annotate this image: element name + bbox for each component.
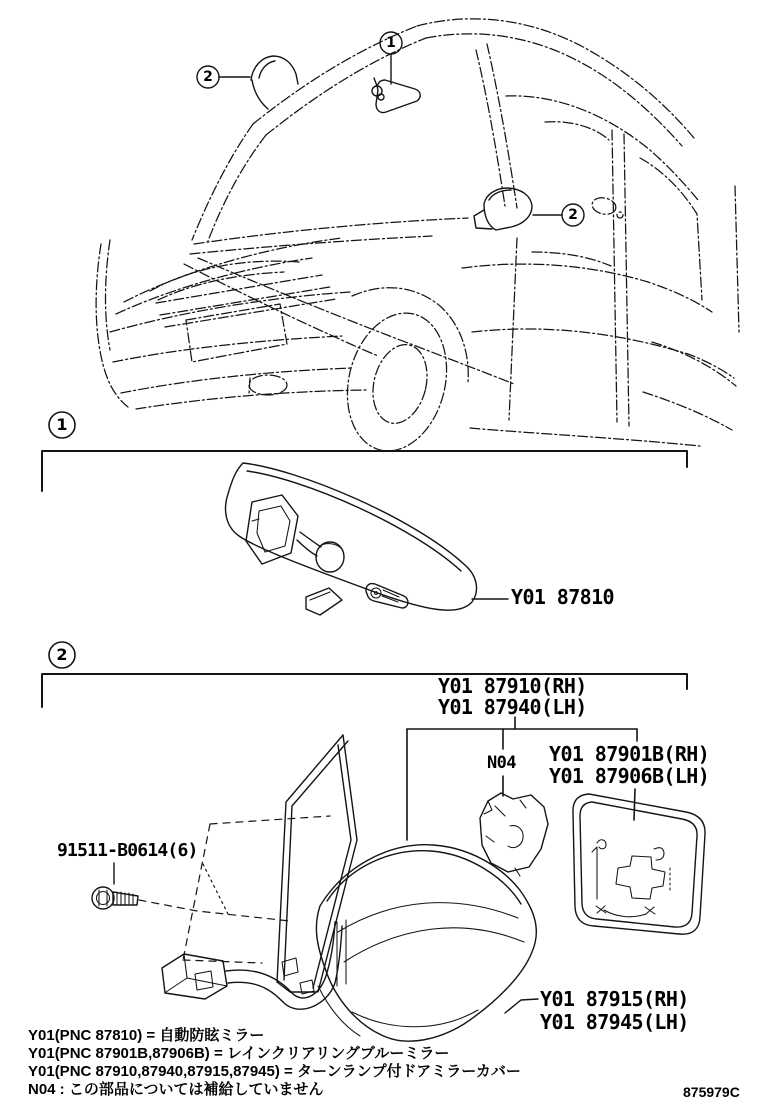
inner-mirror-part-label: Y01 87810 (511, 585, 614, 609)
glass-outline (573, 794, 705, 934)
roofline (417, 19, 694, 138)
mirror-glass-rh-label: Y01 87901B(RH) (549, 742, 710, 766)
inner-mirror-body (226, 463, 477, 610)
vehicle-outline (96, 19, 739, 462)
note-line-1: Y01(PNC 87810) = 自動防眩ミラー (28, 1027, 265, 1044)
bumper-bottom (136, 390, 366, 409)
rear-door-window (640, 158, 702, 300)
mirror-cover-lh-label: Y01 87945(LH) (540, 1010, 689, 1034)
diagram-code: 875979C (683, 1084, 740, 1100)
front-wheel (333, 302, 460, 461)
mirror-glass-drawing (573, 794, 705, 934)
inner-mirror-drawing (226, 463, 508, 615)
wheel-hub (365, 339, 435, 429)
section1-marker-number: 1 (56, 415, 68, 434)
door-reference-outline (183, 816, 330, 963)
screw-part-label: 91511-B0614(6) (57, 840, 198, 861)
grille-slat (156, 275, 322, 303)
mirror-cover-rh-label: Y01 87915(RH) (540, 987, 689, 1011)
callout-2-right-number: 2 (568, 207, 578, 223)
mirror-housing-drawing (316, 845, 538, 1041)
screw-leader-dotted (203, 864, 228, 914)
right-door-mirror-on-car (484, 188, 532, 230)
fog-lamp (249, 375, 287, 395)
mirror-screw (92, 863, 138, 909)
not-supplied-code-label: N04 (487, 753, 516, 773)
note-line-3: Y01(PNC 87910,87940,87915,87945) = ターンランプ付ドアミラーカバー (28, 1063, 521, 1080)
screw-leader-dashed (139, 900, 290, 921)
inner-mirror-wedge (306, 588, 342, 615)
section2-marker-number: 2 (56, 645, 68, 664)
beltline (462, 264, 712, 312)
car-callouts (197, 32, 584, 226)
housing-leader-line (505, 999, 538, 1013)
mirror-glass-lh-label: Y01 87906B(LH) (549, 764, 710, 788)
callout-2-left-number: 2 (203, 69, 213, 85)
glass-backing-pattern (592, 840, 670, 917)
harness-connector (162, 954, 227, 999)
inner-mirror-mount-bracket (246, 495, 298, 564)
hood-edge (124, 238, 342, 302)
section1-bracket (42, 451, 687, 491)
note-line-2: Y01(PNC 87901B,87906B) = レインクリアリングブルーミラー (28, 1045, 450, 1062)
inner-mirror-on-car (376, 80, 420, 113)
note-line-4: N04 : この部品については補給していません (28, 1081, 324, 1098)
b-pillar (612, 130, 617, 422)
front-corner (96, 244, 128, 407)
mirror-assy-rh-label: Y01 87910(RH) (438, 674, 587, 698)
front-door-window (545, 122, 609, 140)
wheel-arch (352, 288, 468, 382)
callout-1-number: 1 (386, 35, 396, 51)
mirror-base-panel (277, 735, 357, 994)
housing-outline (316, 845, 536, 1041)
section2-bracket (42, 674, 687, 707)
a-pillar-left (192, 124, 253, 240)
rocker-line (470, 428, 700, 446)
mirror-assy-lh-label: Y01 87940(LH) (438, 695, 587, 719)
left-door-mirror-on-car (251, 56, 298, 84)
mirror-wire-harness (162, 922, 342, 1009)
rear-pillar (735, 186, 739, 332)
license-plate (186, 304, 287, 362)
